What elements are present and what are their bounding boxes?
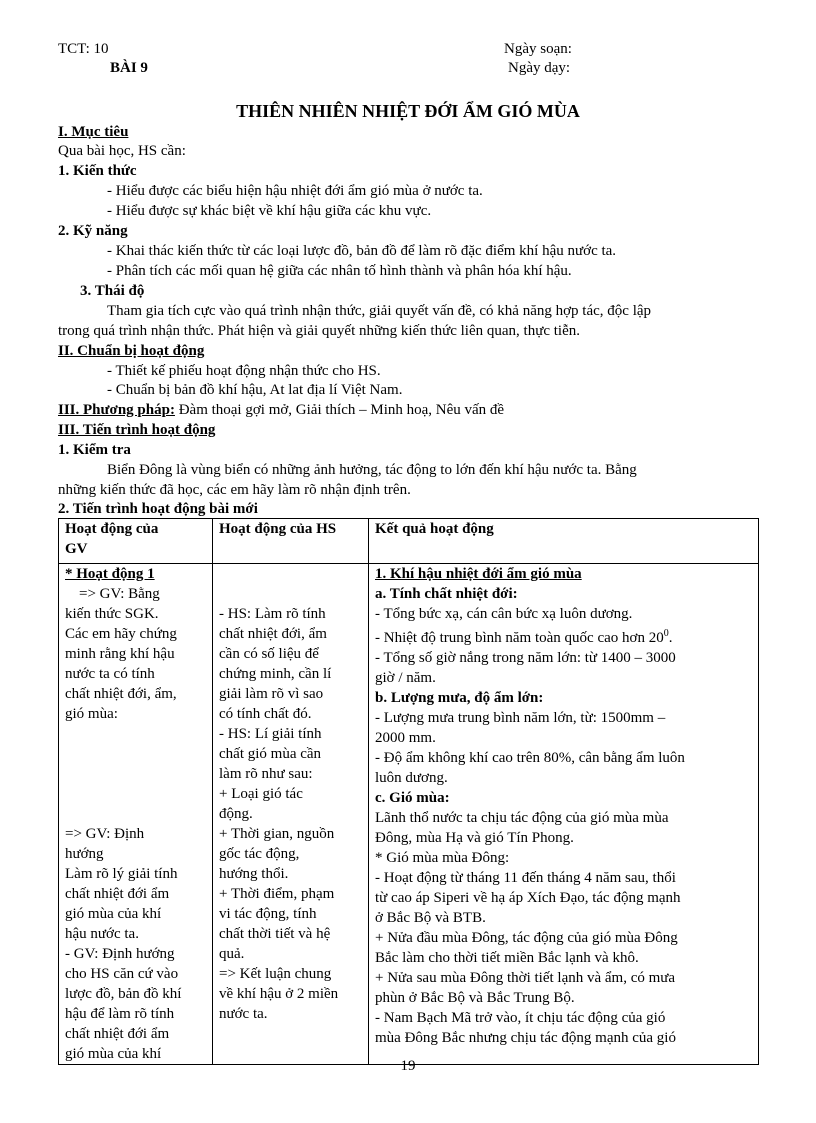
- subsection-heading: b. Lượng mưa, độ ẩm lớn:: [375, 690, 544, 706]
- cell-line: - Lượng mưa trung bình năm lớn, từ: 1500mm –: [375, 710, 666, 726]
- attitude-heading: 3. Thái độ: [80, 283, 145, 299]
- cell-line: động.: [219, 806, 253, 822]
- lesson-label: BÀI 9: [110, 60, 148, 76]
- cell-line: - HS: Làm rõ tính: [219, 606, 326, 622]
- header-text: Kết quả hoạt động: [375, 521, 494, 537]
- cell-line: giải làm rõ vì sao: [219, 686, 324, 702]
- preparation-date-label: Ngày soạn:: [504, 41, 572, 57]
- check-heading: 1. Kiểm tra: [58, 442, 131, 458]
- cell-line: => GV: Định: [65, 826, 145, 842]
- objectives-intro: Qua bài học, HS cần:: [58, 143, 186, 159]
- knowledge-heading: 1. Kiến thức: [58, 163, 137, 179]
- check-line: Biển Đông là vùng biển có những ảnh hưởng, tác động to lớn đến khí hậu nước ta. Bằng: [107, 462, 637, 478]
- cell-line: + Loại gió tác: [219, 786, 303, 802]
- skills-item: - Khai thác kiến thức từ các loại lược đồ, bản đồ để làm rõ đặc điểm khí hậu nước ta.: [107, 243, 617, 259]
- cell-line: gió mùa của khí: [65, 1046, 162, 1062]
- cell-spacer: [65, 724, 208, 744]
- cell-line: + Thời gian, nguồn: [219, 826, 335, 842]
- cell-line: - Độ ẩm không khí cao trên 80%, cân bằng ẩm luôn: [375, 750, 685, 766]
- cell-line: - Tổng số giờ nắng trong năm lớn: từ 1400 – 3000: [375, 650, 676, 666]
- cell-line: * Gió mùa mùa Đông:: [375, 850, 510, 866]
- cell-line: phùn ở Bắc Bộ và Bắc Trung Bộ.: [375, 990, 575, 1006]
- subsection-heading: a. Tính chất nhiệt đới:: [375, 586, 518, 602]
- attitude-line: Tham gia tích cực vào quá trình nhận thức, giải quyết vấn đề, có khả năng hợp tác, độc lập: [107, 303, 652, 319]
- cell-line: Làm rõ lý giải tính: [65, 866, 178, 882]
- cell-spacer: [219, 584, 364, 604]
- cell-line: cho HS căn cứ vào: [65, 966, 179, 982]
- cell-line: Các em hãy chứng: [65, 626, 177, 642]
- subsection-heading: c. Gió mùa:: [375, 790, 450, 806]
- cell-line: chất nhiệt đới ẩm: [65, 886, 170, 902]
- preparation-item: - Thiết kế phiếu hoạt động nhận thức cho HS.: [107, 363, 381, 379]
- preparation-item: - Chuẩn bị bản đồ khí hậu, At lat địa lí Việt Nam.: [107, 382, 403, 398]
- cell-line: + Nửa đầu mùa Đông, tác động của gió mùa Đông: [375, 930, 678, 946]
- cell-line: minh rằng khí hậu: [65, 646, 175, 662]
- cell-line: từ cao áp Siperi về hạ áp Xích Đạo, tác động mạnh: [375, 890, 681, 906]
- methods-line: [58, 401, 504, 420]
- cell-line: - Tổng bức xạ, cán cân bức xạ luôn dương.: [375, 606, 633, 622]
- cell-line: mùa Đông Bắc nhưng chịu tác động mạnh của gió: [375, 1030, 676, 1046]
- knowledge-item: - Hiểu được sự khác biệt về khí hậu giữa các khu vực.: [107, 203, 432, 219]
- methods-text: Đàm thoại gợi mở, Giải thích – Minh hoạ, Nêu vấn đề: [174, 402, 505, 418]
- cell-line: chất nhiệt đới, ẩm,: [65, 686, 177, 702]
- table-row: [59, 564, 759, 1065]
- process-heading: III. Tiến trình hoạt động: [58, 422, 216, 438]
- cell-line: + Nửa sau mùa Đông thời tiết lạnh và ẩm, có mưa: [375, 970, 676, 986]
- cell-line: => GV: Bằng: [79, 586, 160, 602]
- cell-line: Đông, mùa Hạ và gió Tín Phong.: [375, 830, 574, 846]
- cell-line: hậu để làm rõ tính: [65, 1006, 175, 1022]
- cell-line: lược đồ, bản đồ khí: [65, 986, 182, 1002]
- degree-superscript: 0: [663, 628, 669, 639]
- new-lesson-heading: 2. Tiến trình hoạt động bài mới: [58, 501, 258, 517]
- cell-line: [375, 624, 754, 648]
- cell-line: nước ta có tính: [65, 666, 155, 682]
- cell-spacer: [65, 784, 208, 804]
- cell-line: - Nam Bạch Mã trở vào, ít chịu tác động của gió: [375, 1010, 666, 1026]
- student-column-header: [213, 519, 369, 564]
- cell-line: chất thời tiết và hệ: [219, 926, 331, 942]
- cell-line: hậu nước ta.: [65, 926, 139, 942]
- section-heading: 1. Khí hậu nhiệt đới ẩm gió mùa: [375, 566, 582, 582]
- cell-line: ở Bắc Bộ và BTB.: [375, 910, 486, 926]
- cell-line: 2000 mm.: [375, 730, 436, 746]
- header-text: Hoạt động của HS: [219, 521, 337, 537]
- teacher-activity-cell: [59, 564, 213, 1065]
- cell-line: - HS: Lí giải tính: [219, 726, 322, 742]
- header-text: GV: [65, 541, 88, 557]
- cell-line: gốc tác động,: [219, 846, 300, 862]
- cell-text: - Nhiệt độ trung bình năm toàn quốc cao hơn 20: [375, 630, 664, 646]
- student-activity-cell: [213, 564, 369, 1065]
- cell-spacer: [65, 804, 208, 824]
- activity-table: [58, 518, 759, 1065]
- page-number: 19: [400, 1058, 416, 1074]
- cell-line: hướng thổi.: [219, 866, 289, 882]
- lesson-number: TCT: 10: [58, 41, 109, 57]
- cell-line: - Hoạt động từ tháng 11 đến tháng 4 năm sau, thổi: [375, 870, 676, 886]
- objectives-heading: I. Mục tiêu: [58, 124, 129, 140]
- cell-line: Lãnh thổ nước ta chịu tác động của gió mùa mùa: [375, 810, 669, 826]
- teaching-date-label: Ngày dạy:: [508, 60, 571, 76]
- cell-line: về khí hậu ở 2 miền: [219, 986, 339, 1002]
- cell-line: kiến thức SGK.: [65, 606, 159, 622]
- result-column-header: [369, 519, 759, 564]
- header-text: Hoạt động của: [65, 521, 159, 537]
- skills-item: - Phân tích các mối quan hệ giữa các nhân tố hình thành và phân hóa khí hậu.: [107, 263, 572, 279]
- cell-line: - GV: Định hướng: [65, 946, 175, 962]
- cell-line: làm rõ như sau:: [219, 766, 313, 782]
- methods-heading: III. Phương pháp:: [58, 402, 175, 418]
- teacher-column-header: [59, 519, 213, 564]
- cell-line: nước ta.: [219, 1006, 268, 1022]
- cell-spacer: [65, 744, 208, 764]
- cell-line: + Thời điểm, phạm: [219, 886, 335, 902]
- result-cell: [369, 564, 759, 1065]
- activity-label: * Hoạt động 1: [65, 566, 155, 582]
- cell-line: hướng: [65, 846, 104, 862]
- cell-line: cần có số liệu để: [219, 646, 319, 662]
- knowledge-item: - Hiểu được các biểu hiện hậu nhiệt đới ẩm gió mùa ở nước ta.: [107, 183, 483, 199]
- cell-text: .: [668, 630, 673, 646]
- cell-line: chất nhiệt đới, ẩm: [219, 626, 327, 642]
- cell-line: có tính chất đó.: [219, 706, 312, 722]
- cell-line: chất nhiệt đới ẩm: [65, 1026, 170, 1042]
- cell-line: gió mùa:: [65, 706, 118, 722]
- cell-line: Bắc làm cho thời tiết miền Bắc lạnh và khô.: [375, 950, 639, 966]
- preparation-heading: II. Chuẩn bị hoạt động: [58, 343, 205, 359]
- cell-line: gió mùa của khí: [65, 906, 162, 922]
- cell-line: giờ / năm.: [375, 670, 436, 686]
- cell-line: => Kết luận chung: [219, 966, 332, 982]
- cell-line: chất gió mùa cần: [219, 746, 322, 762]
- attitude-line: trong quá trình nhận thức. Phát hiện và giải quyết những kiến thức liên quan, thực tiễn.: [58, 323, 580, 339]
- check-line: những kiến thức đã học, các em hãy làm rõ nhận định trên.: [58, 482, 411, 498]
- cell-line: luôn dương.: [375, 770, 448, 786]
- skills-heading: 2. Kỹ năng: [58, 223, 128, 239]
- cell-line: chứng minh, cần lí: [219, 666, 332, 682]
- table-header-row: [59, 519, 759, 564]
- cell-line: quả.: [219, 946, 245, 962]
- page-title: THIÊN NHIÊN NHIỆT ĐỚI ẨM GIÓ MÙA: [236, 101, 580, 121]
- cell-line: vi tác động, tính: [219, 906, 317, 922]
- cell-spacer: [219, 564, 364, 584]
- cell-spacer: [65, 764, 208, 784]
